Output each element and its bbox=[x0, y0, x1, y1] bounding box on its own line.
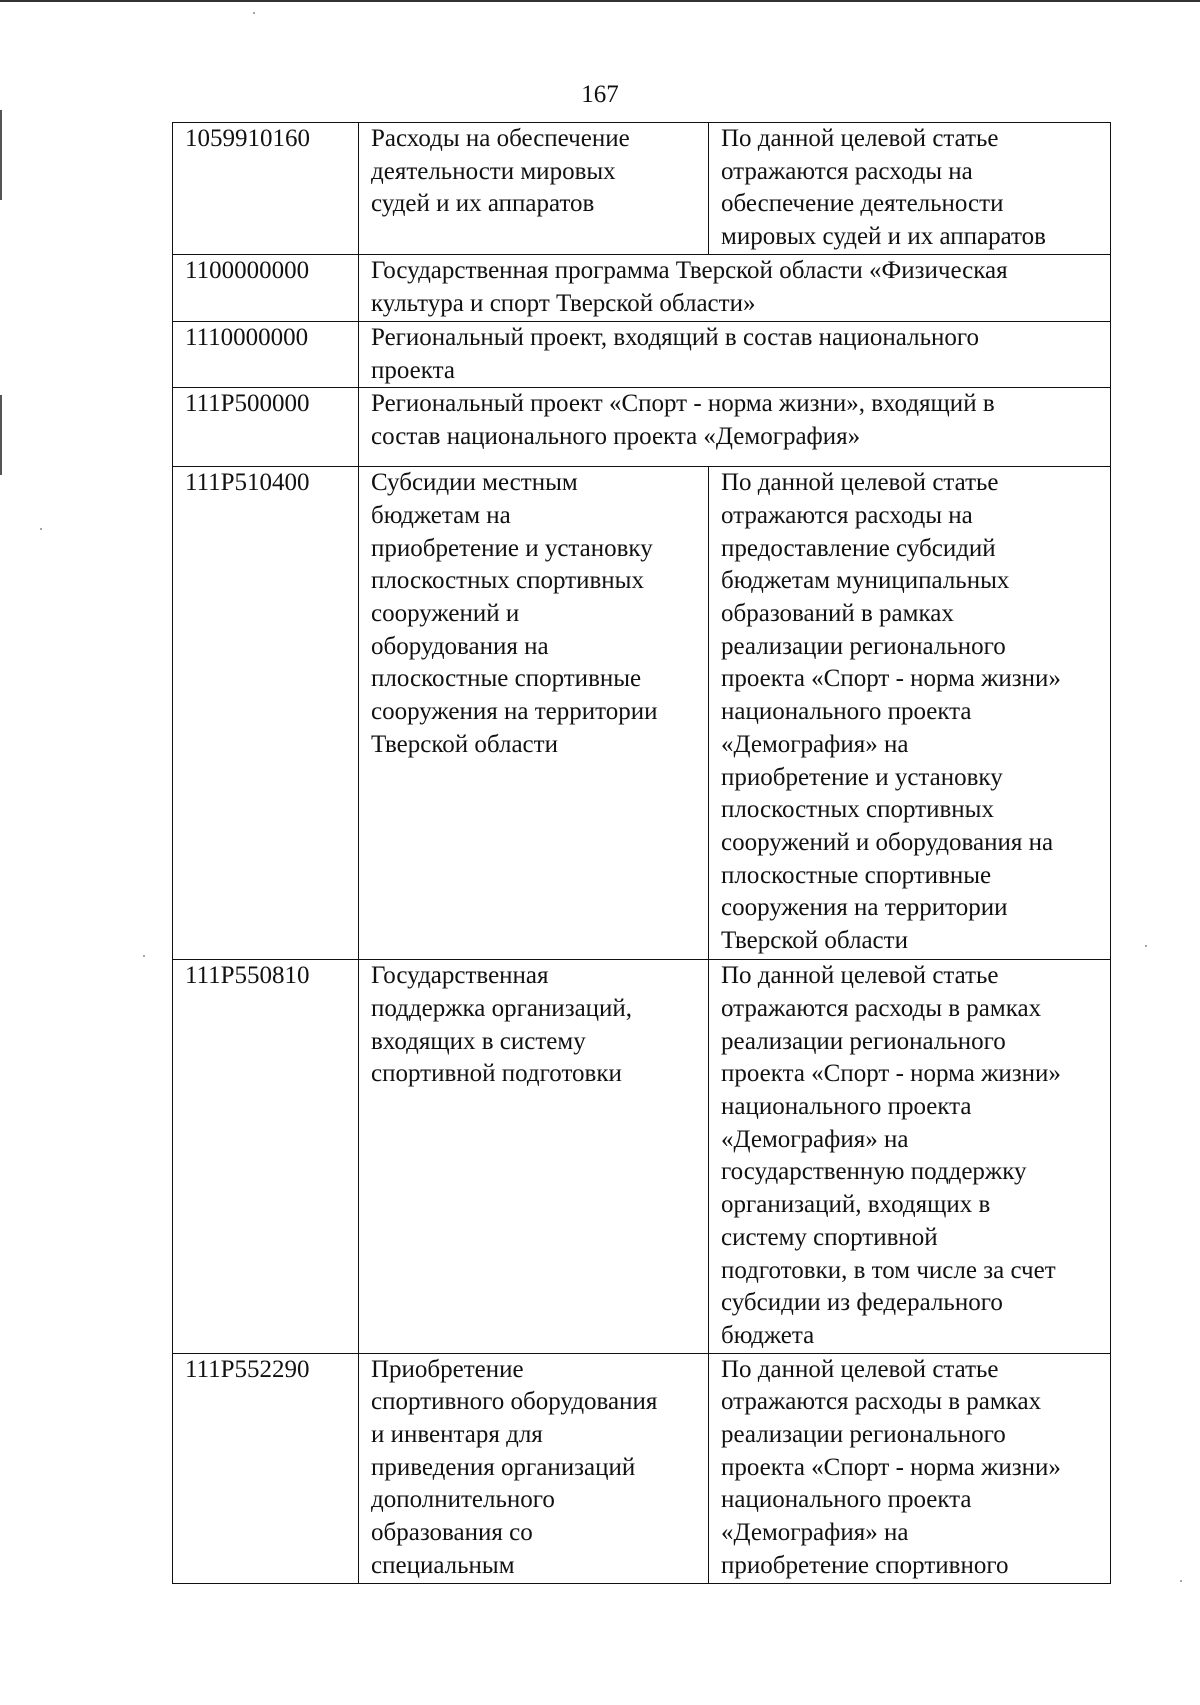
code-text: 111P510400 bbox=[185, 469, 310, 497]
expense-description-text: По данной целевой статье отражаются расходы в рамках реализации регионального проекта «Спорт - норма жизни» национального проекта «Демография» на государственную поддержку организаций, входящих в систему спортивной подготовки, в том числе за счет субсидии из федерального бюджета bbox=[721, 962, 1061, 1349]
scan-speck bbox=[143, 955, 145, 957]
binding-edge-mark bbox=[0, 395, 2, 475]
expense-name-cell bbox=[359, 1353, 709, 1583]
code-text: 111P550810 bbox=[185, 962, 310, 990]
page-number: 167 bbox=[581, 81, 619, 108]
expense-name-text: Государственная поддержка организаций, входящих в систему спортивной подготовки bbox=[371, 962, 633, 1088]
expense-name-cell bbox=[359, 123, 709, 255]
scan-speck bbox=[253, 12, 255, 14]
expense-description-cell bbox=[709, 1353, 1111, 1583]
code-text: 111P552290 bbox=[185, 1355, 310, 1383]
budget-classification-table bbox=[172, 122, 1111, 1584]
expense-description-cell bbox=[709, 467, 1111, 960]
binding-edge-mark bbox=[0, 110, 2, 200]
project-title-text: Региональный проект, входящий в состав национального проекта bbox=[371, 323, 979, 384]
scan-speck bbox=[1180, 1580, 1182, 1582]
target-article-code bbox=[173, 254, 359, 321]
table-row bbox=[173, 321, 1111, 387]
code-text: 1110000000 bbox=[185, 323, 309, 351]
expense-description-cell bbox=[709, 123, 1111, 255]
project-title-cell bbox=[359, 388, 1111, 467]
expense-name-cell bbox=[359, 467, 709, 960]
table-row bbox=[173, 960, 1111, 1353]
code-text: 1059910160 bbox=[185, 125, 310, 152]
table-row bbox=[173, 254, 1111, 321]
project-title-text: Региональный проект «Спорт - норма жизни», входящий в состав национального проекта «Демография» bbox=[371, 390, 995, 450]
expense-description-text: По данной целевой статье отражаются расходы в рамках реализации регионального проекта «Спорт - норма жизни» национального проекта «Демография» на приобретение спортивного bbox=[721, 1355, 1061, 1579]
target-article-code bbox=[173, 960, 359, 1353]
expense-name-cell bbox=[359, 960, 709, 1353]
table-row bbox=[173, 1353, 1111, 1583]
scan-speck bbox=[1145, 945, 1147, 947]
expense-description-text: По данной целевой статье отражаются расходы на обеспечение деятельности мировых судей и их аппаратов bbox=[721, 125, 1046, 251]
code-text: 111P500000 bbox=[185, 390, 310, 418]
scan-speck bbox=[40, 528, 42, 530]
table-row bbox=[173, 388, 1111, 467]
code-text: 1100000000 bbox=[185, 256, 310, 284]
table-row bbox=[173, 467, 1111, 960]
project-title-cell bbox=[359, 321, 1111, 387]
expense-description-cell bbox=[709, 960, 1111, 1353]
expense-name-text: Расходы на обеспечение деятельности мировых судей и их аппаратов bbox=[371, 125, 630, 218]
program-title-cell bbox=[359, 254, 1111, 321]
program-title-text: Государственная программа Тверской области «Физическая культура и спорт Тверской области» bbox=[371, 256, 1008, 317]
target-article-code bbox=[173, 388, 359, 467]
target-article-code bbox=[173, 467, 359, 960]
target-article-code bbox=[173, 123, 359, 255]
expense-description-text: По данной целевой статье отражаются расходы на предоставление субсидий бюджетам муниципальных образований в рамках реализации регионального проекта «Спорт - норма жизни» национального проекта «Демография» на приобретение и установку плоскостных спортивных сооружений и оборудования на плоскостные спортивные сооружения на территории Тверской области bbox=[721, 469, 1061, 955]
table-row bbox=[173, 123, 1111, 255]
target-article-code bbox=[173, 1353, 359, 1583]
expense-name-text: Субсидии местным бюджетам на приобретение и установку плоскостных спортивных сооружений и оборудования на плоскостные спортивные сооружения на территории Тверской области bbox=[371, 469, 658, 758]
expense-name-text: Приобретение спортивного оборудования и инвентаря для приведения организаций дополнительного образования со специальным bbox=[371, 1355, 658, 1579]
target-article-code bbox=[173, 321, 359, 387]
top-edge-rule bbox=[0, 0, 1200, 2]
